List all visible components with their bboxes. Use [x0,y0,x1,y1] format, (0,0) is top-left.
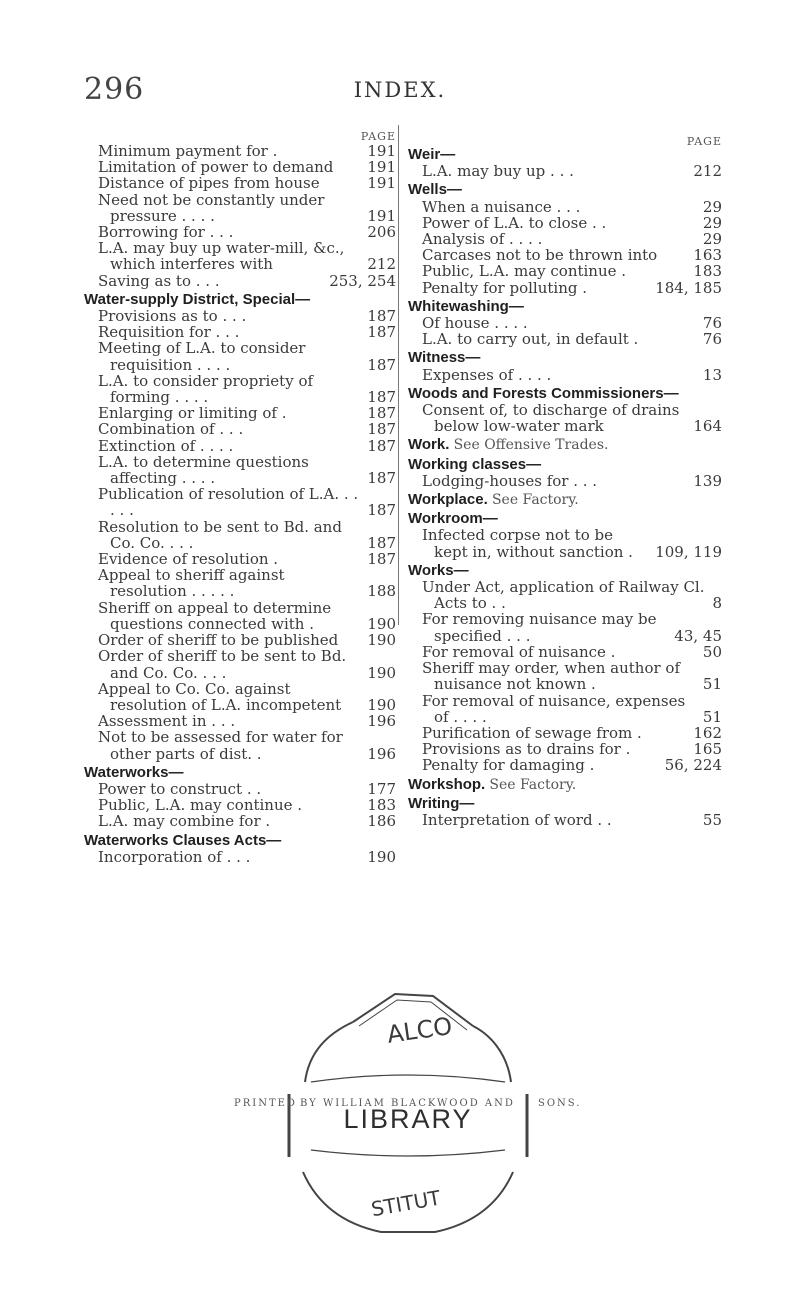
entry-text: Assessment in . . . [98,712,236,731]
entry-text: Under Act, application of Railway Cl. Acts to . . [422,578,705,613]
index-entry [408,331,722,347]
entry-page-ref: 187 [367,388,396,407]
index-entry [408,527,722,559]
entry-page-ref: 76 [702,330,722,349]
entry-page-ref: 191 [367,174,396,193]
entry-text: Need not be constantly under pressure . . . . [98,190,325,225]
index-entry [84,159,396,175]
entry-text: L.A. may buy up . . . [422,162,574,181]
entry-text: Enlarging or limiting of . [98,404,287,423]
entry-text: Order of sheriff to be sent to Bd. and Co. Co. . . . [98,647,347,682]
stamp-bottom-arc: STITUT [369,1185,443,1222]
index-entry [84,308,396,324]
index-entry [84,340,396,372]
index-heading-text: Work. [408,436,450,454]
index-entry [408,263,722,279]
entry-page-ref: 183 [367,796,396,815]
entry-text: Meeting of L.A. to consider requisition . . . . [98,339,306,374]
cross-reference: See Offensive Trades. [453,437,609,454]
printer-right: SONS. [538,1098,582,1109]
index-entry [84,713,396,729]
index-entry [84,273,396,289]
entry-text: Publication of resolution of L.A. . . . . . [98,485,359,520]
entry-text: Sheriff may order, when author of nuisance not known . [422,659,681,694]
index-heading [408,796,722,812]
entry-text: Evidence of resolution . [98,550,279,569]
index-heading-text: Woods and Forests Commissioners— [408,384,679,402]
entry-text: Saving as to . . . [98,271,220,290]
index-heading-text: Working classes— [408,455,542,473]
index-entry [84,813,396,829]
index-entry [408,611,722,643]
running-head: INDEX. [353,78,447,102]
index-heading [408,492,722,508]
index-heading [408,147,722,163]
index-entry [408,660,722,692]
entry-text: Combination of . . . [98,420,244,439]
entry-text: For removal of nuisance, expenses of . . . . [422,691,686,726]
index-heading [408,350,722,366]
entry-text: Limitation of power to demand [98,158,334,177]
entry-text: Public, L.A. may continue . [422,262,627,281]
index-entry [84,781,396,797]
entry-text: Resolution to be sent to Bd. and Co. Co. . . . [98,517,342,552]
cross-reference: See Factory. [491,492,579,509]
index-entry [84,175,396,191]
index-entry [84,551,396,567]
index-heading-text: Weir— [408,146,456,163]
index-heading-text: Whitewashing— [408,297,524,315]
entry-page-ref: 51 [702,675,722,694]
entry-page-ref: 162 [693,723,722,742]
entry-text: L.A. may buy up water-mill, &c., which interferes with [98,239,345,274]
index-entry [408,473,722,489]
entry-text: Requisition for . . . [98,323,240,342]
index-heading [408,386,722,402]
entry-page-ref: 190 [367,695,396,714]
entry-text: L.A. may combine for . [98,812,271,831]
index-entry [408,247,722,263]
page-column-label: PAGE [686,135,722,148]
index-entry [84,632,396,648]
index-heading [84,833,396,849]
entry-page-ref: 187 [367,404,396,423]
entry-page-ref: 187 [367,436,396,455]
entry-text: Provisions as to drains for . [422,740,631,759]
index-entry [408,231,722,247]
entry-text: Not to be assessed for water for other parts of dist. . [98,728,343,763]
entry-page-ref: 187 [367,323,396,342]
entry-text: Power of L.A. to close . . [422,213,607,232]
stamp-top-arc: ALCO [385,1011,454,1049]
entry-text: Extinction of . . . . [98,436,234,455]
index-heading-text: Waterworks— [84,763,184,781]
entry-page-ref: 187 [367,307,396,326]
entry-text: Order of sheriff to be published [98,631,339,650]
entry-text: Sheriff on appeal to determine questions connected with . [98,598,332,633]
entry-page-ref: 56, 224 [664,756,722,775]
entry-text: Incorporation of . . . [98,847,251,866]
index-entry [408,741,722,757]
entry-page-ref: 187 [367,533,396,552]
entry-page-ref: 177 [367,779,396,798]
stamp-word: LIBRARY [343,1104,473,1134]
entry-page-ref: 188 [367,582,396,601]
entry-page-ref: 165 [693,740,722,759]
cross-reference: See Factory. [489,776,577,793]
index-entry [408,367,722,383]
entry-text: L.A. to carry out, in default . [422,330,639,349]
entry-text: Borrowing for . . . [98,223,234,242]
entry-text: L.A. to consider propriety of forming . . . . [98,371,314,407]
index-entry [408,725,722,741]
index-entry [84,729,396,761]
index-entry [408,757,722,773]
index-entry [84,797,396,813]
index-entry [408,402,722,434]
index-entry [84,567,396,599]
index-entry [84,373,396,405]
entry-page-ref: 50 [702,642,722,661]
page-column-label: PAGE [360,130,396,143]
entry-page-ref: 164 [693,417,722,436]
index-entry [408,315,722,331]
entry-page-ref: 139 [693,471,722,490]
index-entry [408,280,722,296]
entry-text: Distance of pipes from house [98,174,320,193]
index-entry [84,600,396,632]
index-heading [84,292,396,308]
index-entry [408,163,722,179]
index-entry [84,143,396,159]
index-heading [408,299,722,315]
entry-page-ref: 13 [702,365,722,384]
entry-text: Lodging-houses for . . . [422,471,598,490]
index-heading [84,765,396,781]
printer-left: PRINTED [234,1098,297,1109]
index-heading-text: Workroom— [408,510,498,528]
index-entry [408,199,722,215]
entry-text: Infected corpse not to be kept in, without sanction . [422,526,633,561]
index-heading-text: Witness— [408,349,481,367]
entry-text: Public, L.A. may continue . [98,796,303,815]
index-entry [84,454,396,486]
entry-page-ref: 187 [367,501,396,520]
index-entry [84,519,396,551]
index-entry [84,224,396,240]
index-entry [408,644,722,660]
index-heading [408,777,722,793]
entry-text: L.A. to determine questions affecting . . . . [98,452,309,488]
index-heading-text: Writing— [408,794,475,812]
entry-text: Power to construct . . [98,779,262,798]
index-entry [408,215,722,231]
index-entry [84,405,396,421]
entry-page-ref: 29 [702,230,722,249]
index-heading-text: Works— [408,561,469,579]
entry-text: For removal of nuisance . [422,642,616,661]
entry-text: Appeal to Co. Co. against resolution of L.A. incompetent [98,679,342,714]
index-entry [84,849,396,865]
entry-text: Appeal to sheriff against resolution . . . . . [98,566,285,601]
entry-text: Interpretation of word . . [422,810,612,829]
index-heading-text: Wells— [408,181,462,199]
entry-page-ref: 76 [702,314,722,333]
entry-page-ref: 191 [367,142,396,160]
entry-page-ref: 191 [367,206,396,225]
entry-page-ref: 43, 45 [674,626,722,645]
entry-page-ref: 190 [367,631,396,650]
entry-page-ref: 109, 119 [655,542,722,561]
index-entry [408,579,722,611]
entry-page-ref: 190 [367,614,396,633]
entry-text: For removing nuisance may be specified . . . [422,610,657,645]
index-heading [408,563,722,579]
index-heading-text: Water-supply District, Special— [84,290,311,308]
entry-page-ref: 196 [367,744,396,763]
entry-text: Minimum payment for . [98,142,278,160]
index-entry [84,648,396,680]
entry-page-ref: 206 [367,223,396,242]
entry-page-ref: 183 [693,262,722,281]
index-entry [84,324,396,340]
entry-page-ref: 253, 254 [329,271,396,290]
entry-page-ref: 55 [702,810,722,829]
index-heading [408,182,722,198]
right-index-column [408,130,722,828]
entry-page-ref: 8 [712,594,722,613]
library-stamp [283,982,533,1242]
index-entry [408,812,722,828]
entry-page-ref: 190 [367,847,396,866]
left-index-column [84,130,396,865]
index-heading-text: Waterworks Clauses Acts— [84,831,282,849]
index-heading-text: Workplace. [408,491,488,509]
entry-page-ref: 187 [367,550,396,569]
index-heading [408,437,722,453]
entry-page-ref: 191 [367,158,396,177]
entry-page-ref: 190 [367,663,396,682]
entry-page-ref: 184, 185 [655,278,722,297]
entry-text: Of house . . . . [422,314,528,333]
index-entry [408,693,722,725]
index-heading-text: Workshop. [408,775,486,793]
entry-page-ref: 186 [367,812,396,831]
entry-text: Carcases not to be thrown into [422,246,658,265]
entry-page-ref: 163 [693,246,722,265]
entry-page-ref: 187 [367,469,396,488]
entry-text: Purification of sewage from . [422,723,642,742]
entry-page-ref: 212 [693,162,722,181]
entry-text: Penalty for damaging . [422,756,595,775]
entry-text: Consent of, to discharge of drains below low-water mark [422,401,680,436]
page-number: 296 [84,72,145,107]
entry-page-ref: 212 [367,255,396,274]
entry-page-ref: 29 [702,213,722,232]
index-entry [84,421,396,437]
column-divider [398,125,399,625]
index-heading [408,457,722,473]
index-entry [84,192,396,224]
entry-page-ref: 51 [702,707,722,726]
entry-page-ref: 187 [367,420,396,439]
entry-text: Analysis of . . . . [422,230,543,249]
index-entry [84,681,396,713]
entry-text: Expenses of . . . . [422,365,552,384]
index-entry [84,486,396,518]
index-entry [84,240,396,272]
entry-text: Penalty for polluting . [422,278,587,297]
printer-middle: BY WILLIAM BLACKWOOD AND [300,1098,515,1109]
entry-page-ref: 196 [367,712,396,731]
entry-page-ref: 187 [367,355,396,374]
entry-page-ref: 29 [702,197,722,216]
entry-text: When a nuisance . . . [422,197,581,216]
index-heading [408,511,722,527]
entry-text: Provisions as to . . . [98,307,247,326]
index-entry [84,438,396,454]
